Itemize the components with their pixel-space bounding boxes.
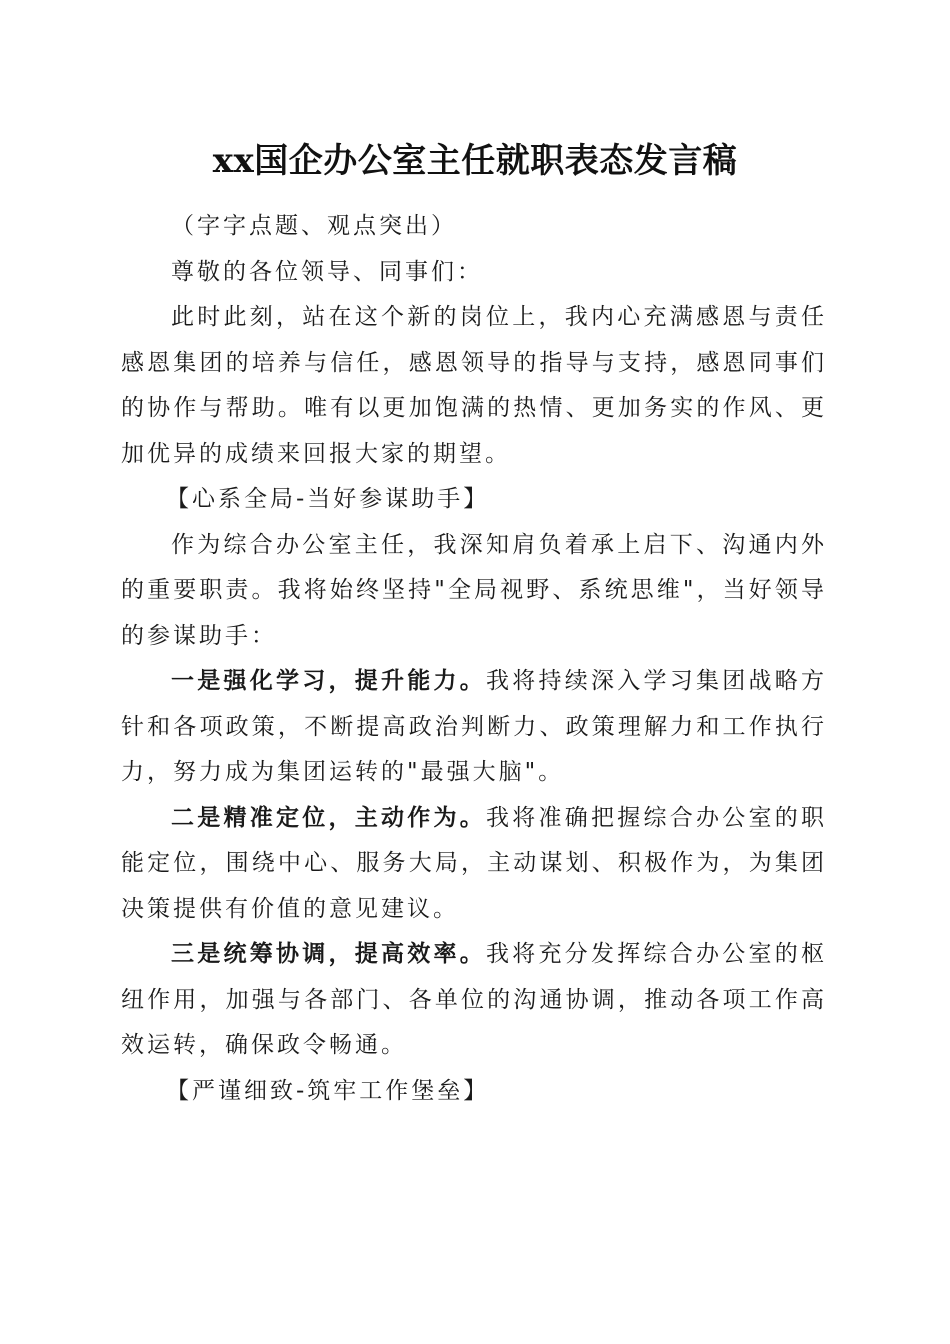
point-paragraph-3 [121,932,827,1069]
point-text-1: 我将持续深入学习集团战略方针和各项政策，不断提高政治判断力、政策理解力和工作执行力，努力成为集团运转的"最强大脑"。 [121,668,827,785]
salutation: 尊敬的各位领导、同事们： [171,258,483,285]
point-text-3: 我将充分发挥综合办公室的枢纽作用，加强与各部门、各单位的沟通协调，推动各项工作高效运转，确保政令畅通。 [121,941,827,1058]
document-body [121,204,827,1114]
section-heading-1: 【心系全局-当好参谋助手】 [166,486,490,512]
section-heading-2: 【严谨细致-筑牢工作堡垒】 [166,1077,490,1104]
point-paragraph-2 [121,796,827,933]
section-1-intro: 作为综合办公室主任，我深知肩负着承上启下、沟通内外的重要职责。我将始终坚持"全局视野、系统思维"，当好领导的参谋助手： [121,531,827,649]
point-lead-3: 三是统筹协调，提高效率。 [171,941,486,967]
point-text-2: 我将准确把握综合办公室的职能定位，围绕中心、服务大局，主动谋划、积极作为，为集团决策提供有价值的意见建议。 [121,804,827,922]
point-lead-2: 二是精准定位，主动作为。 [171,804,486,831]
intro-paragraph: 此时此刻，站在这个新的岗位上，我内心充满感恩与责任感恩集团的培养与信任，感恩领导的指导与支持，感恩同事们的协作与帮助。唯有以更加饱满的热情、更加务实的作风、更加优异的成绩来回报大家的期望。 [121,304,827,467]
document-title: xx国企办公室主任就职表态发言稿 [212,141,738,181]
point-paragraph-1 [121,659,827,796]
subtitle: （字字点题、观点突出） [171,213,457,239]
point-lead-1: 一是强化学习，提升能力。 [171,668,486,694]
